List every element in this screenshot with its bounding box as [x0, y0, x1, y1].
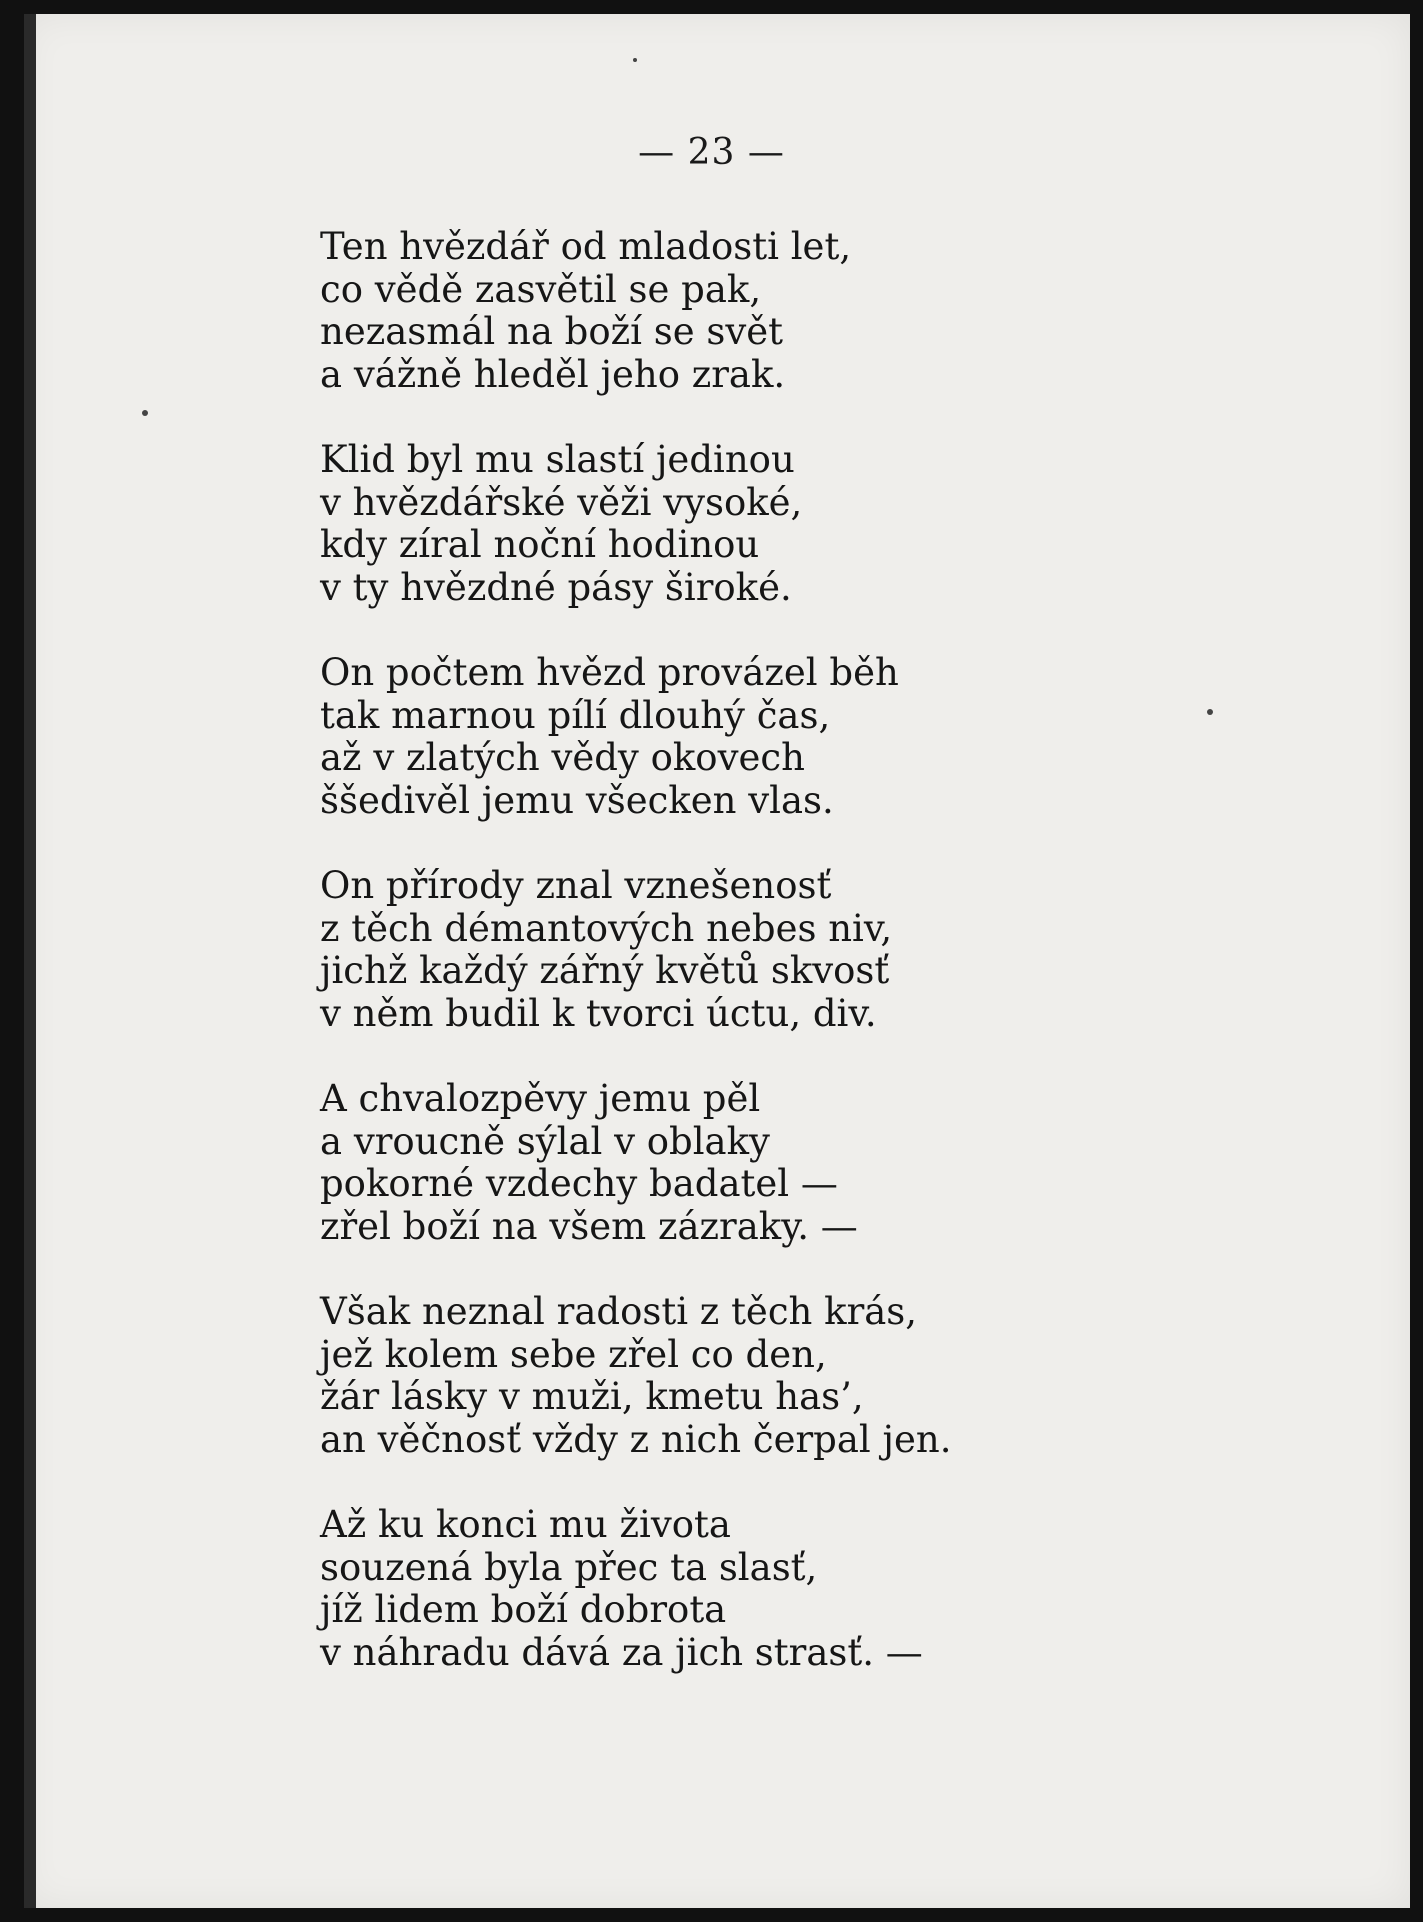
verse-line: On přírody znal vznešenosť — [320, 864, 832, 907]
stanza — [320, 865, 1320, 1035]
page-spine-shadow — [24, 14, 36, 1908]
poem-text — [320, 226, 1320, 1717]
stanza — [320, 226, 1320, 396]
verse-line: žár lásky v muži, kmetu has’, — [320, 1375, 864, 1418]
verse-line: v hvězdářské věži vysoké, — [320, 480, 803, 524]
verse-line: z těch démantových nebes niv, — [320, 906, 893, 950]
verse-line: tak marnou pílí dlouhý čas, — [320, 693, 831, 737]
verse-line: an věčnosť vždy z nich čerpal jen. — [320, 1417, 952, 1461]
verse-line: co vědě zasvětil se pak, — [320, 267, 762, 311]
verse-line: v něm budil k tvorci úctu, div. — [320, 991, 877, 1035]
stanza — [320, 1291, 1320, 1461]
stanza — [320, 652, 1320, 822]
verse-line: ššedivěl jemu všecken vlas. — [320, 778, 834, 822]
verse-line: a vroucně sýlal v oblaky — [320, 1119, 770, 1163]
stanza — [320, 1078, 1320, 1248]
verse-line: A chvalozpěvy jemu pěl — [320, 1077, 761, 1120]
stanza — [320, 1504, 1320, 1674]
verse-line: jichž každý zářný květů skvosť — [320, 949, 890, 992]
stanza — [320, 439, 1320, 609]
verse-line: Až ku konci mu života — [320, 1503, 731, 1546]
verse-line: kdy zíral noční hodinou — [320, 523, 760, 566]
print-speck — [633, 58, 637, 62]
verse-line: Klid byl mu slastí jedinou — [320, 438, 795, 481]
verse-line: jež kolem sebe zřel co den, — [320, 1332, 827, 1376]
verse-line: v ty hvězdné pásy široké. — [320, 565, 792, 609]
verse-line: v náhradu dává za jich strasť. — — [320, 1630, 923, 1674]
verse-line: jíž lidem boží dobrota — [320, 1588, 727, 1631]
page-number: — 23 — — [638, 132, 785, 173]
verse-line: souzená byla přec ta slasť, — [320, 1545, 818, 1589]
verse-line: On počtem hvězd provázel běh — [320, 651, 899, 694]
print-speck — [142, 410, 148, 416]
verse-line: pokorné vzdechy badatel — — [320, 1162, 838, 1205]
verse-line: nezasmál na boží se svět — [320, 310, 784, 353]
verse-line: Však neznal radosti z těch krás, — [320, 1290, 918, 1333]
verse-line: zřel boží na všem zázraky. — — [320, 1204, 858, 1248]
verse-line: až v zlatých vědy okovech — [320, 736, 805, 779]
verse-line: a vážně hleděl jeho zrak. — [320, 352, 786, 396]
verse-line: Ten hvězdář od mladosti let, — [320, 225, 852, 268]
